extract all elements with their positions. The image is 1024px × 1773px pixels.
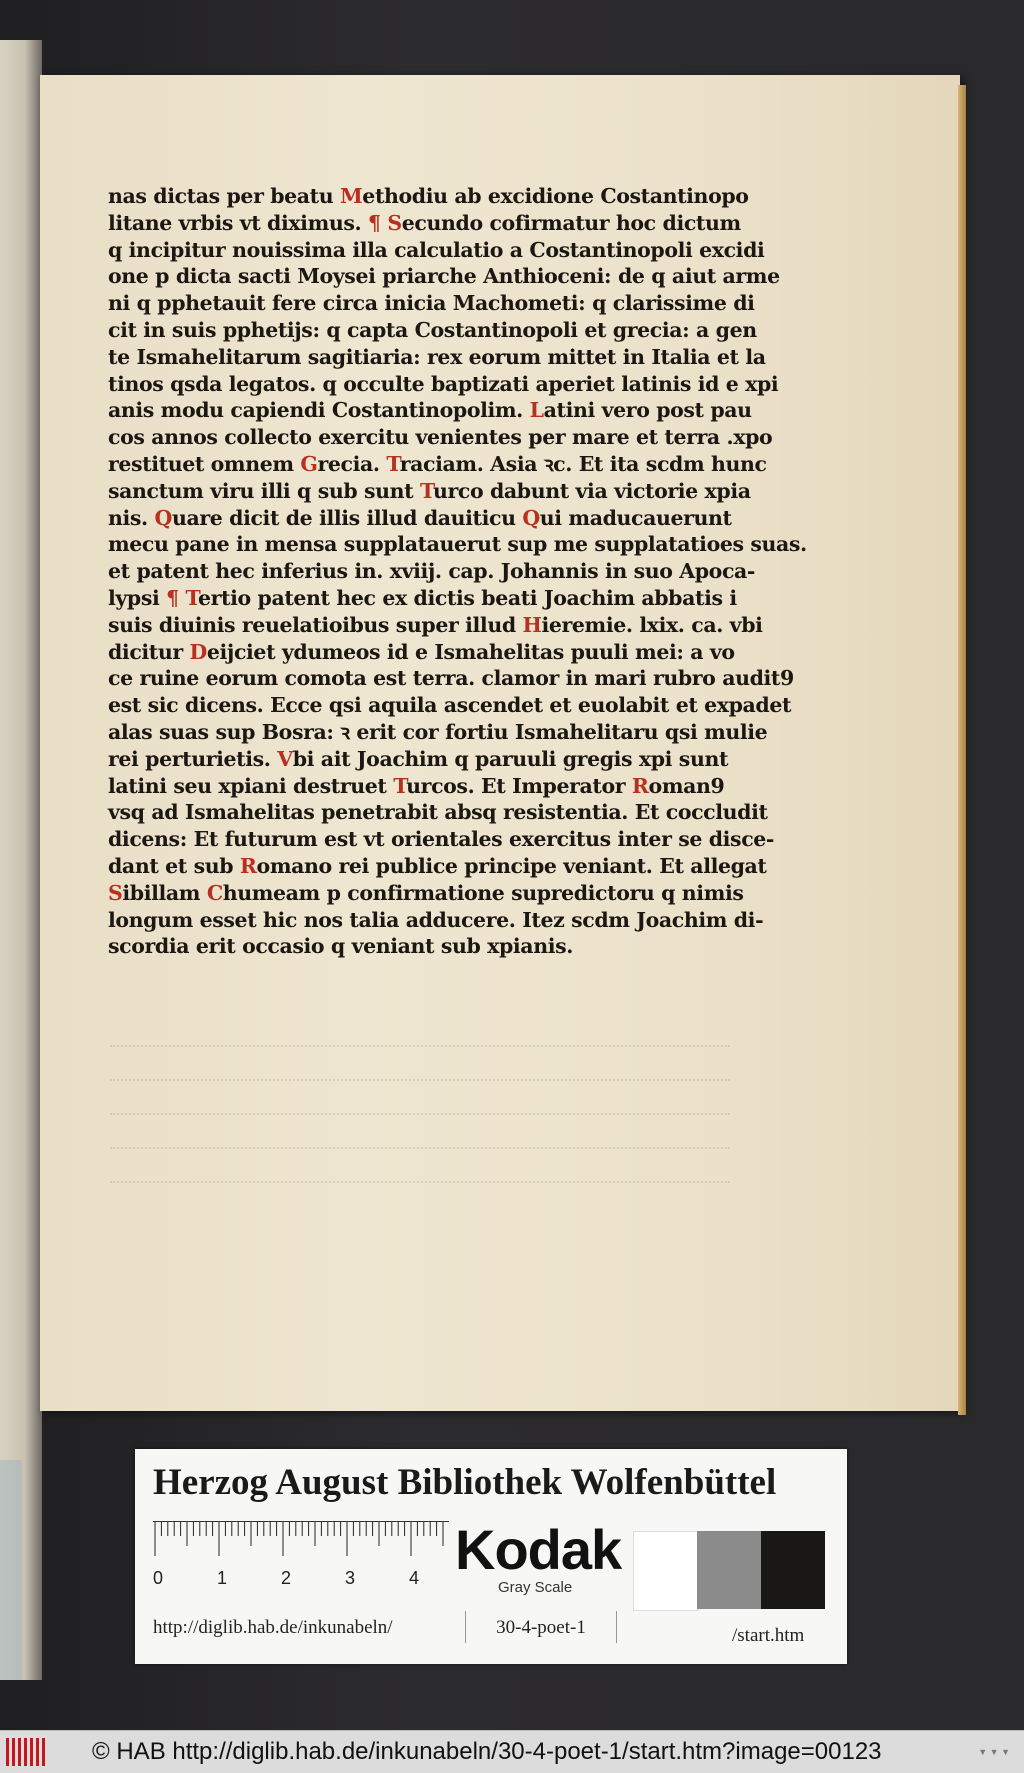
text-segment: est sic dicens. Ecce qsi aquila ascendet et euolabit et expadet <box>108 693 792 718</box>
text-segment: ui maducauerunt <box>539 505 732 530</box>
text-segment: ibillam <box>122 880 207 905</box>
text-line <box>108 907 764 934</box>
text-line <box>108 826 775 853</box>
rubricated-initial: R <box>239 853 257 878</box>
black-swatch <box>761 1531 825 1609</box>
text-line <box>108 639 740 666</box>
text-segment: omano rei publice principe veniant. Et allegat <box>256 853 767 878</box>
text-segment: eijciet ydumeos id e Ismahelitas puuli mei: a vo <box>206 639 735 664</box>
text-segment: latini seu xpiani destruet <box>108 773 394 798</box>
text-line <box>108 478 751 505</box>
text-segment: mecu pane in mensa supplatauerut sup me supplatatioes suas. <box>108 532 807 557</box>
text-segment: uare dicit de illis illud dauiticu <box>171 505 523 530</box>
rubricated-initial: C <box>206 880 223 905</box>
text-line <box>108 317 757 344</box>
text-segment: dicens: Et futurum est vt orientales exercitus inter se disce- <box>108 827 775 852</box>
ruler-ticks <box>153 1522 449 1562</box>
text-segment: nas dictas per beatu <box>108 184 340 208</box>
text-segment: recia. <box>317 451 387 476</box>
ruler-numbers <box>153 1568 449 1592</box>
rubricated-initial: V <box>277 746 293 771</box>
text-segment: dant et sub <box>108 853 240 878</box>
library-name: Herzog August Bibliothek Wolfenbüttel <box>153 1462 777 1503</box>
text-line <box>108 558 756 585</box>
text-segment: atini vero post pau <box>543 398 752 423</box>
text-line <box>108 183 749 210</box>
ruler-number: 2 <box>281 1568 292 1588</box>
text-segment: ecundo cofirmatur hoc dictum <box>401 210 741 235</box>
text-line <box>108 505 740 532</box>
text-line <box>108 665 794 692</box>
hab-logo-icon <box>6 1738 46 1766</box>
rubricated-initial: Q <box>522 505 540 530</box>
card-start-path: /start.htm <box>732 1625 805 1646</box>
rubricated-initial: L <box>529 398 544 423</box>
text-segment: ertio patent hec ex dictis beati Joachim abbatis i <box>198 585 737 610</box>
text-line <box>108 531 807 558</box>
rubricated-initial: ¶ S <box>367 210 402 235</box>
text-line <box>108 585 740 612</box>
ruler-number: 0 <box>153 1568 164 1588</box>
rubricated-initial: Q <box>154 505 172 530</box>
text-line <box>108 799 768 826</box>
text-segment: ce ruine eorum comota est terra. clamor in mari rubro audit9 <box>108 666 794 691</box>
rubricated-initial: T <box>420 478 433 503</box>
text-segment: ethodiu ab excidione Costantinopo <box>362 184 749 208</box>
text-segment: cit in suis pphetijs: q capta Costantinopoli et grecia: a gen <box>108 317 757 342</box>
footer-controls: ▼ ▼ ▼ <box>978 1747 1010 1757</box>
book-page <box>40 75 960 1411</box>
text-segment: vsq ad Ismahelitas penetrabit absq resistentia. Et coccludit <box>108 800 768 825</box>
page-gilt-edge <box>958 85 966 1415</box>
text-line <box>108 371 779 398</box>
text-segment: lypsi <box>108 585 167 610</box>
text-line <box>108 344 766 371</box>
text-line <box>108 451 767 478</box>
text-segment: humeam p confirmatione supredictoru q nimis <box>222 880 744 905</box>
text-segment: one p dicta sacti Moysei priarche Anthioceni: de q aiut arme <box>108 264 780 289</box>
white-swatch <box>633 1531 699 1611</box>
text-line <box>108 210 740 237</box>
text-segment: ieremie. lxix. ca. vbi <box>541 612 763 637</box>
rubricated-initial: H <box>522 612 542 637</box>
rubricated-initial: T <box>386 451 400 476</box>
rubricated-initial: ¶ T <box>166 585 198 610</box>
facing-page-edge <box>0 40 42 1680</box>
footer-copyright-link[interactable]: © HAB http://diglib.hab.de/inkunabeln/30-4-poet-1/start.htm?image=00123 <box>92 1738 882 1765</box>
text-segment: q incipitur nouissima illa calculatio a Costantinopoli excidi <box>108 237 765 262</box>
rubricated-initial: T <box>393 773 407 798</box>
text-line <box>108 773 740 800</box>
text-line <box>108 263 780 290</box>
text-line <box>108 880 744 907</box>
text-line <box>108 397 752 424</box>
text-segment: urcos. Et Imperator <box>406 773 632 798</box>
ruler-number: 1 <box>217 1568 228 1588</box>
text-segment: ni q pphetauit fere circa inicia Machometi: q clarissime di <box>108 291 755 316</box>
text-segment: sanctum viru illi q sub sunt <box>108 478 420 503</box>
card-url: http://diglib.hab.de/inkunabeln/ <box>153 1617 393 1638</box>
rubricated-initial: M <box>340 184 363 208</box>
text-segment: restituet omnem <box>108 451 301 476</box>
text-segment: bi ait Joachim q paruuli gregis xpi sunt <box>292 746 729 771</box>
rubricated-initial: R <box>631 773 649 798</box>
show-through-text <box>110 1045 730 1235</box>
text-segment: nis. <box>108 505 155 530</box>
color-calibration-card <box>135 1449 847 1664</box>
text-segment: longum esset hic nos talia adducere. Itez scdm Joachim di- <box>108 907 764 932</box>
text-line <box>108 692 792 719</box>
text-line <box>108 237 765 264</box>
text-segment: scordia erit occasio q veniant sub xpianis. <box>108 934 573 959</box>
text-line <box>108 719 768 746</box>
text-segment: oman9 <box>648 773 725 798</box>
text-segment: tinos qsda legatos. q occulte baptizati aperiet latinis id e xpi <box>108 371 779 396</box>
measuring-ruler <box>153 1521 449 1588</box>
kodak-logo: Kodak <box>455 1518 622 1581</box>
text-segment: raciam. Asia ꝛc. Et ita scdm hunc <box>399 451 767 476</box>
incunabula-text-block <box>108 183 807 960</box>
text-segment: alas suas sup Bosra: ꝛ erit cor fortiu Ismahelitaru qsi mulie <box>108 719 768 744</box>
facing-page-label <box>0 1460 22 1680</box>
rubricated-initial: G <box>300 451 318 476</box>
text-segment: cos annos collecto exercitu venientes per mare et terra .xpo <box>108 425 773 450</box>
footer-bar <box>0 1730 1024 1773</box>
text-line <box>108 424 773 451</box>
text-line <box>108 746 740 773</box>
text-segment: et patent hec inferius in. xviij. cap. Johannis in suo Apoca- <box>108 559 756 584</box>
ruler-number: 3 <box>345 1568 356 1588</box>
rubricated-initial: D <box>189 639 207 664</box>
ruler-number: 4 <box>409 1568 420 1588</box>
text-segment: urco dabunt via victorie xpia <box>432 478 751 503</box>
text-segment: rei perturietis. <box>108 746 278 771</box>
text-segment: litane vrbis vt diximus. <box>108 210 368 235</box>
text-line <box>108 933 740 960</box>
text-segment: dicitur <box>108 639 190 664</box>
text-segment: te Ismahelitarum sagitiaria: rex eorum mittet in Italia et la <box>108 344 766 369</box>
card-shelfmark: 30-4-poet-1 <box>465 1611 617 1643</box>
text-line <box>108 290 755 317</box>
text-segment: anis modu capiendi Costantinopolim. <box>108 398 530 423</box>
rubricated-initial: S <box>108 880 123 905</box>
gray-scale-label: Gray Scale <box>498 1579 573 1596</box>
text-line <box>108 853 767 880</box>
gray-swatch <box>697 1531 761 1609</box>
text-line <box>108 612 763 639</box>
text-segment: suis diuinis reuelatioibus super illud <box>108 612 523 637</box>
